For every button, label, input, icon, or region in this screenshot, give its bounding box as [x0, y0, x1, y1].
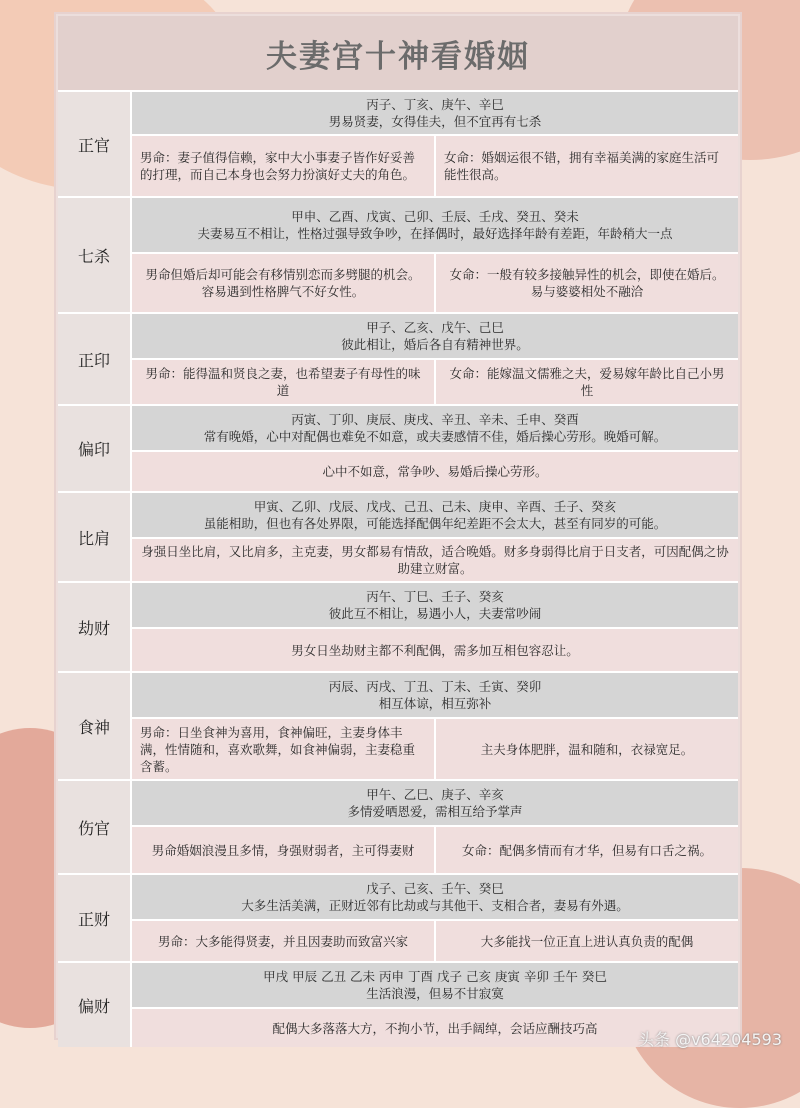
row-content [132, 92, 738, 196]
summary-text: 大多生活美满，正财近邻有比劫或与其他干、支相合者，妻易有外遇。 [241, 898, 629, 913]
row-details [132, 717, 738, 779]
female-note: 主夫身体肥胖，温和随和，衣禄宽足。 [434, 719, 738, 779]
row-label: 正印 [58, 314, 132, 404]
pillar-list: 甲寅、乙卯、戊辰、戊戌、己丑、己未、庚申、辛酉、壬子、癸亥 [253, 499, 617, 514]
row-details [132, 537, 738, 581]
female-note: 女命：婚姻运很不错，拥有幸福美满的家庭生活可能性很高。 [434, 136, 738, 196]
pillar-list: 丙午、丁巳、壬子、癸亥 [366, 589, 504, 604]
row-details [132, 358, 738, 404]
pillar-list: 丙寅、丁卯、庚辰、庚戌、辛丑、辛未、壬申、癸酉 [291, 412, 579, 427]
table-row [58, 581, 738, 671]
pillar-list: 甲戌 甲辰 乙丑 乙未 丙申 丁酉 戊子 己亥 庚寅 辛卯 壬午 癸巳 [263, 969, 607, 984]
pillar-list: 丙辰、丙戌、丁丑、丁未、壬寅、癸卯 [328, 679, 542, 694]
row-summary [132, 406, 738, 450]
page-title: 夫妻宫十神看婚姻 [266, 38, 530, 75]
info-card [56, 14, 740, 1038]
summary-text: 虽能相助，但也有各处界限，可能选择配偶年纪差距不会太大，甚至有同岁的可能。 [203, 516, 667, 531]
male-note: 男命婚姻浪漫且多情，身强财弱者，主可得妻财 [151, 842, 415, 858]
summary-text: 常有晚婚，心中对配偶也难免不如意，或夫妻感情不佳，婚后操心劳形。晚婚可解。 [203, 429, 667, 444]
row-label: 劫财 [58, 583, 132, 671]
male-note: 男命：大多能得贤妻，并且因妻助而致富兴家 [157, 933, 408, 949]
row-label: 食神 [58, 673, 132, 779]
shared-note: 男女日坐劫财主都不利配偶，需多加互相包容忍让。 [291, 642, 579, 658]
title-bar [58, 16, 738, 90]
row-summary [132, 875, 738, 919]
row-details [132, 134, 738, 196]
row-summary [132, 493, 738, 537]
pillar-list: 甲子、乙亥、戊午、己巳 [366, 320, 504, 335]
summary-text: 生活浪漫，但易不甘寂寞 [366, 986, 504, 1001]
row-summary [132, 198, 738, 252]
ten-gods-table [58, 90, 738, 1047]
row-details [132, 450, 738, 491]
pillar-list: 丙子、丁亥、庚午、辛巳 [366, 97, 504, 112]
table-row [58, 491, 738, 581]
row-content [132, 781, 738, 873]
shared-note: 配偶大多落落大方，不拘小节，出手阔绰，会话应酬技巧高 [272, 1020, 598, 1036]
row-label: 正官 [58, 92, 132, 196]
female-note: 女命：一般有较多接触异性的机会，即使在婚后。易与婆婆相处不融洽 [434, 254, 738, 312]
row-label: 七杀 [58, 198, 132, 312]
row-summary [132, 92, 738, 134]
row-label: 比肩 [58, 493, 132, 581]
row-content [132, 493, 738, 581]
row-details [132, 627, 738, 671]
female-note: 女命：能嫁温文儒雅之夫，爱易嫁年龄比自己小男性 [434, 360, 738, 404]
row-details [132, 825, 738, 873]
female-note: 大多能找一位正直上进认真负责的配偶 [434, 921, 738, 961]
row-summary [132, 583, 738, 627]
row-details [132, 919, 738, 961]
summary-text: 彼此相让，婚后各自有精神世界。 [341, 337, 529, 352]
summary-text: 夫妻易互不相让，性格过强导致争吵，在择偶时，最好选择年龄有差距，年龄稍大一点 [197, 226, 673, 241]
row-summary [132, 314, 738, 358]
pillar-list: 甲午、乙巳、庚子、辛亥 [366, 787, 504, 802]
watermark: 头条 @v64204593 [638, 1030, 782, 1049]
pillar-list: 戊子、己亥、壬午、癸巳 [366, 881, 504, 896]
male-note: 男命：妻子值得信赖，家中大小事妻子皆作好妥善的打理，而自己本身也会努力扮演好丈夫的角色。 [140, 150, 416, 182]
row-label: 偏财 [58, 963, 132, 1047]
table-row [58, 961, 738, 1047]
table-row [58, 90, 738, 196]
pillar-list: 甲申、乙酉、戊寅、己卯、壬辰、壬戌、癸丑、癸未 [291, 209, 579, 224]
summary-text: 彼此互不相让，易遇小人，夫妻常吵闹 [328, 606, 542, 621]
row-label: 偏印 [58, 406, 132, 491]
male-note: 男命但婚后却可能会有移情别恋而多劈腿的机会。容易遇到性格脾气不好女性。 [145, 267, 421, 299]
male-note: 男命：日坐食神为喜用，食神偏旺，主妻身体丰满，性情随和，喜欢歌舞，如食神偏弱，主妻稳重含蓄。 [140, 724, 416, 774]
summary-text: 多情爱晒恩爱，需相互给予掌声 [347, 804, 523, 819]
table-row [58, 671, 738, 779]
female-note: 女命：配偶多情而有才华，但易有口舌之祸。 [434, 827, 738, 873]
shared-note: 身强日坐比肩，又比肩多，主克妻，男女都易有情敌，适合晚婚。财多身弱得比肩于日支者，可因配偶之协助建立财富。 [141, 544, 729, 576]
male-note: 男命：能得温和贤良之妻，也希望妻子有母性的味道 [145, 366, 421, 398]
row-summary [132, 781, 738, 825]
shared-note: 心中不如意，常争吵、易婚后操心劳形。 [322, 464, 548, 479]
table-row [58, 873, 738, 961]
row-content [132, 673, 738, 779]
summary-text: 男易贤妻，女得佳夫，但不宜再有七杀 [328, 114, 542, 129]
row-label: 伤官 [58, 781, 132, 873]
table-row [58, 196, 738, 312]
row-label: 正财 [58, 875, 132, 961]
row-content [132, 583, 738, 671]
table-row [58, 312, 738, 404]
row-content [132, 875, 738, 961]
row-content [132, 198, 738, 312]
row-summary [132, 673, 738, 717]
summary-text: 相互体谅，相互弥补 [378, 696, 492, 711]
row-summary [132, 963, 738, 1007]
row-content [132, 406, 738, 491]
row-content [132, 314, 738, 404]
table-row [58, 779, 738, 873]
table-row [58, 404, 738, 491]
row-details [132, 252, 738, 312]
